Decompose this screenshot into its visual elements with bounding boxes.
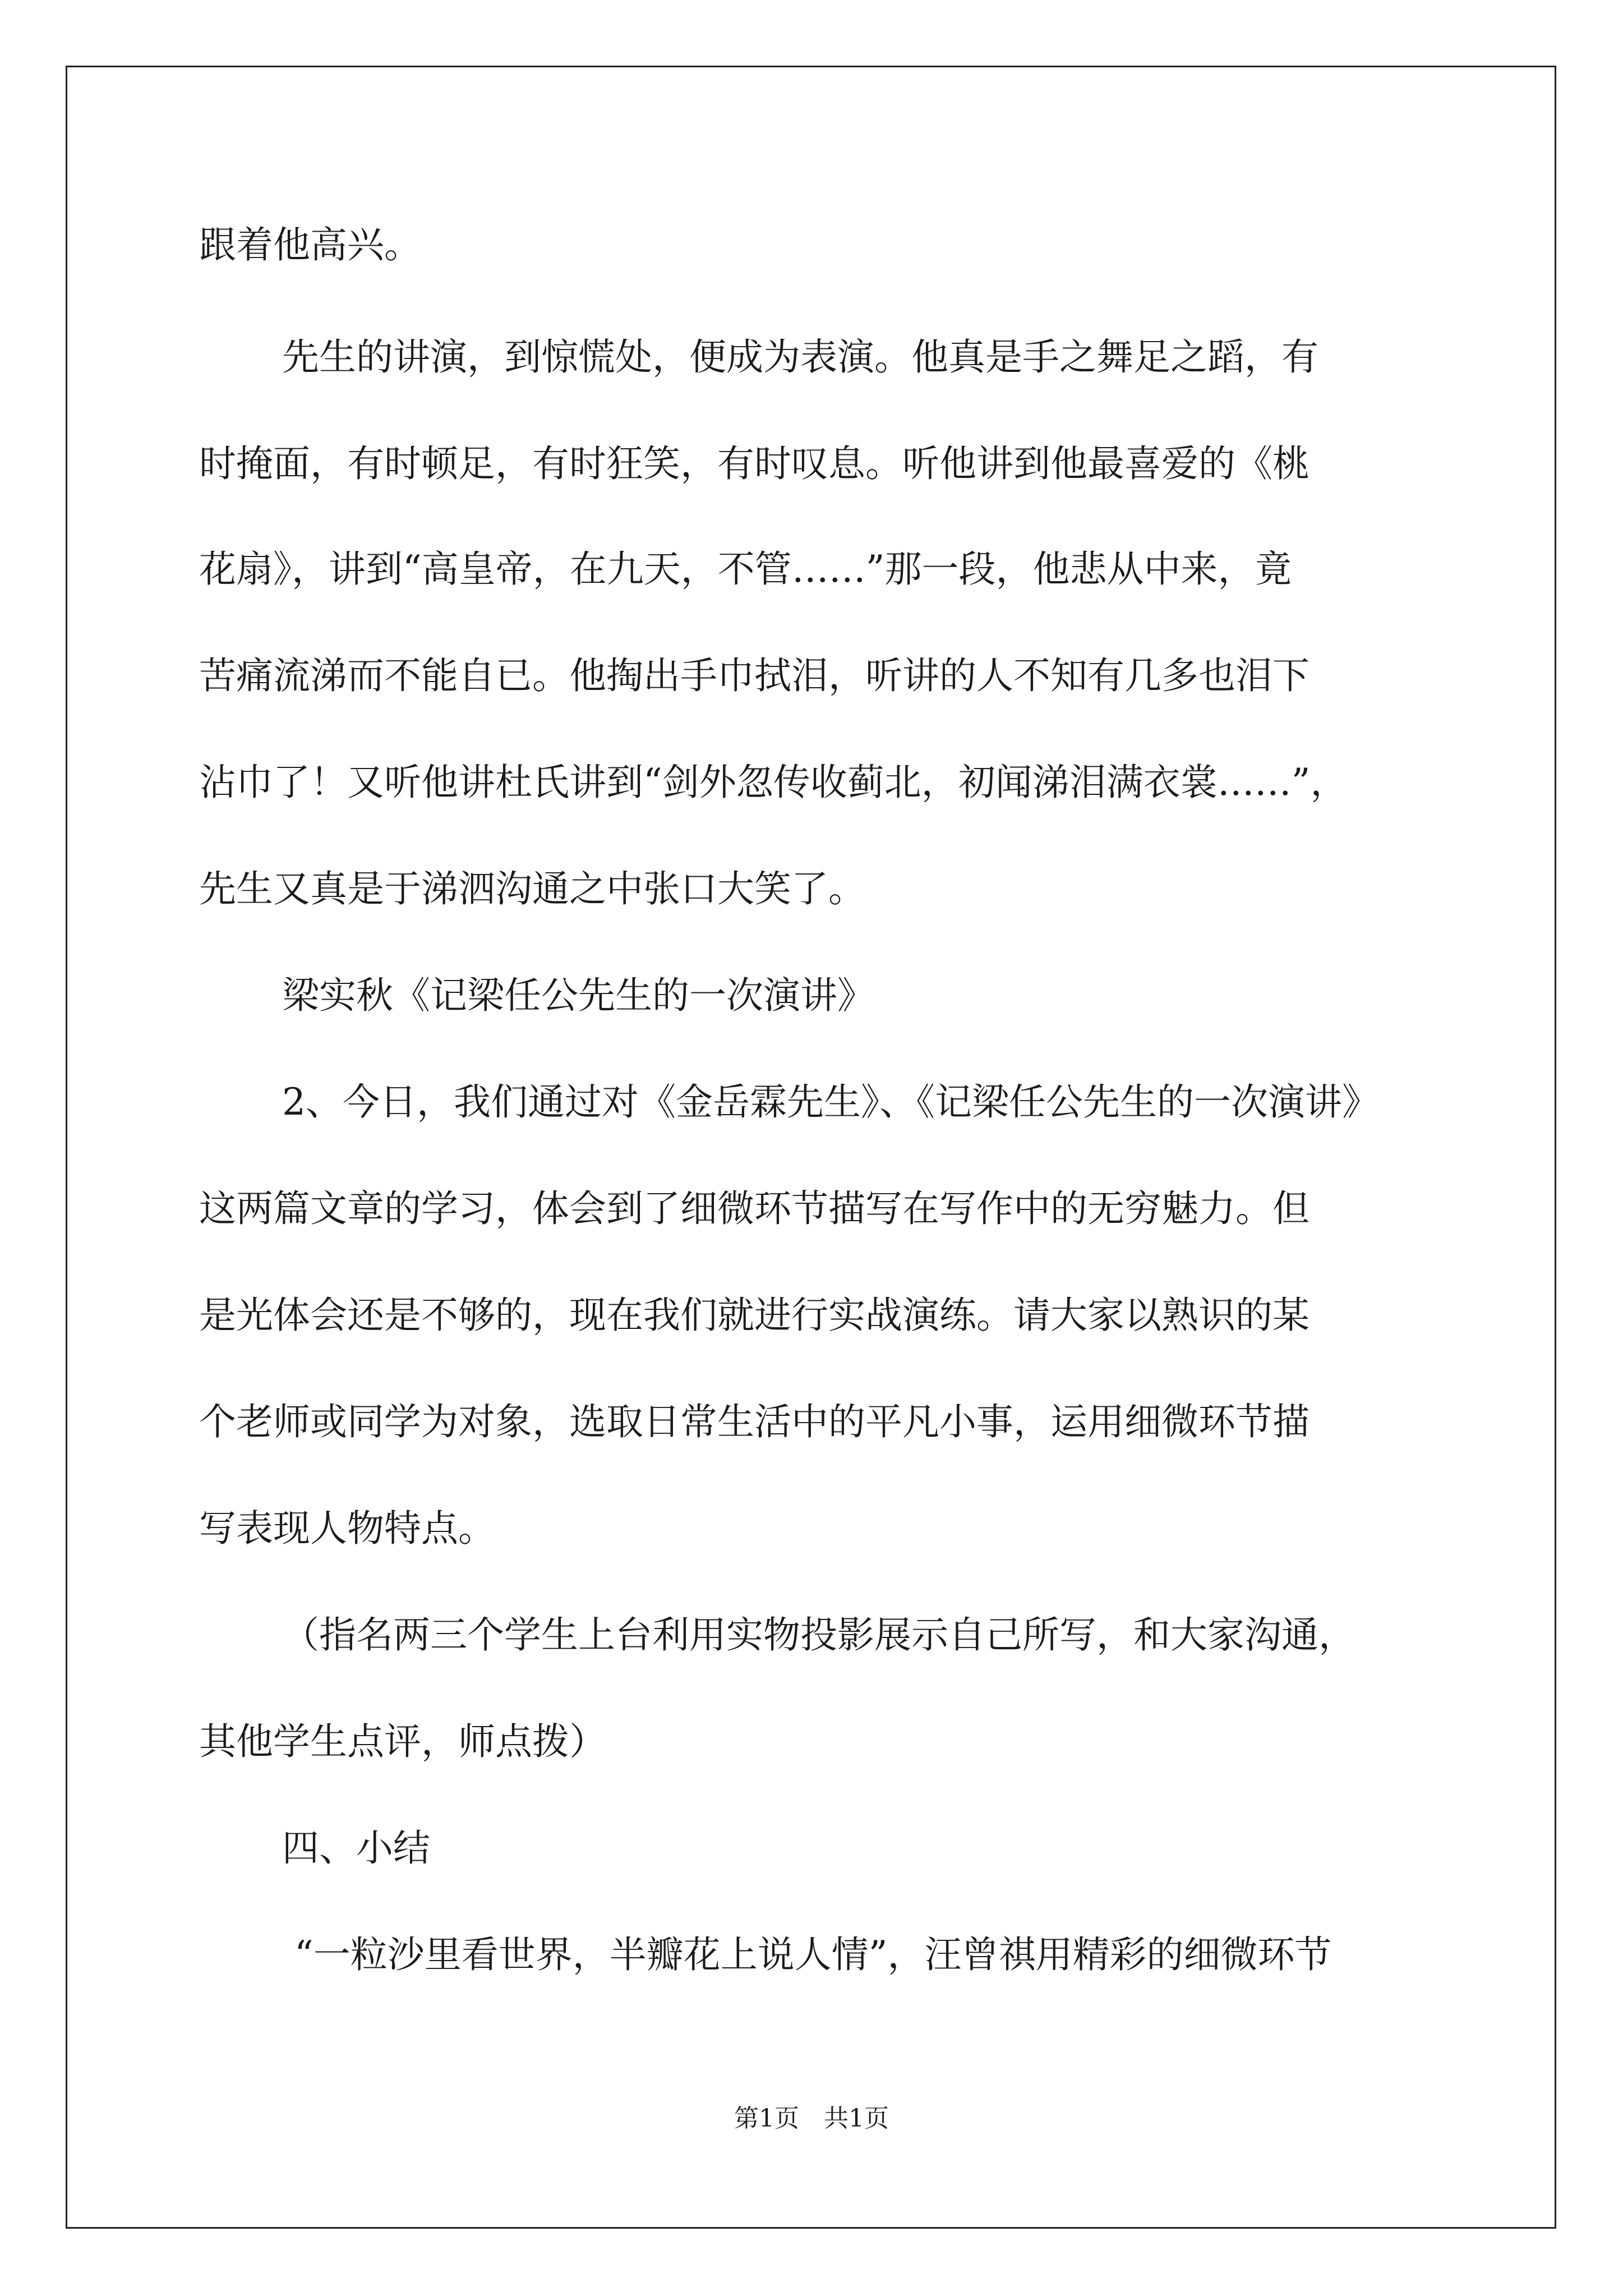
- text-line: 沾巾了！又听他讲杜氏讲到“剑外忽传收蓟北，初闻涕泪满衣裳……”，: [199, 761, 1348, 804]
- page-footer: 第1页 共1页: [734, 2104, 889, 2133]
- text-line: 四、小结: [282, 1826, 430, 1870]
- text-line: 梁实秋《记梁任公先生的一次演讲》: [282, 974, 874, 1017]
- text-line: 个老师或同学为对象，选取日常生活中的平凡小事，运用细微环节描: [199, 1400, 1310, 1443]
- text-line: “一粒沙里看世界，半瓣花上说人情”，汪曾祺用精彩的细微环节: [294, 1933, 1332, 1976]
- text-line: 其他学生点评，师点拨）: [199, 1720, 606, 1763]
- text-line: 2、今日，我们通过对《金岳霖先生》、《记梁任公先生的一次演讲》: [282, 1080, 1379, 1124]
- text-line: 先生的讲演，到惊慌处，便成为表演。他真是手之舞足之蹈，有: [282, 335, 1318, 379]
- text-line: 写表现人物特点。: [199, 1507, 495, 1550]
- text-line: 时掩面，有时顿足，有时狂笑，有时叹息。听他讲到他最喜爱的《桃: [199, 442, 1310, 485]
- text-line: 这两篇文章的学习，体会到了细微环节描写在写作中的无穷魅力。但: [199, 1187, 1310, 1230]
- text-line: 苦痛流涕而不能自已。他掏出手巾拭泪，听讲的人不知有几多也泪下: [199, 654, 1310, 697]
- text-line: （指名两三个学生上台利用实物投影展示自己所写，和大家沟通，: [282, 1613, 1355, 1657]
- text-line: 是光体会还是不够的，现在我们就进行实战演练。请大家以熟识的某: [199, 1294, 1310, 1337]
- page-border: [66, 66, 1556, 2229]
- text-line: 跟着他高兴。: [199, 223, 421, 266]
- text-line: 先生又真是于涕泗沟通之中张口大笑了。: [199, 867, 865, 910]
- text-line: 花扇》，讲到“高皇帝，在九天，不管……”那一段，他悲从中来，竟: [199, 547, 1292, 591]
